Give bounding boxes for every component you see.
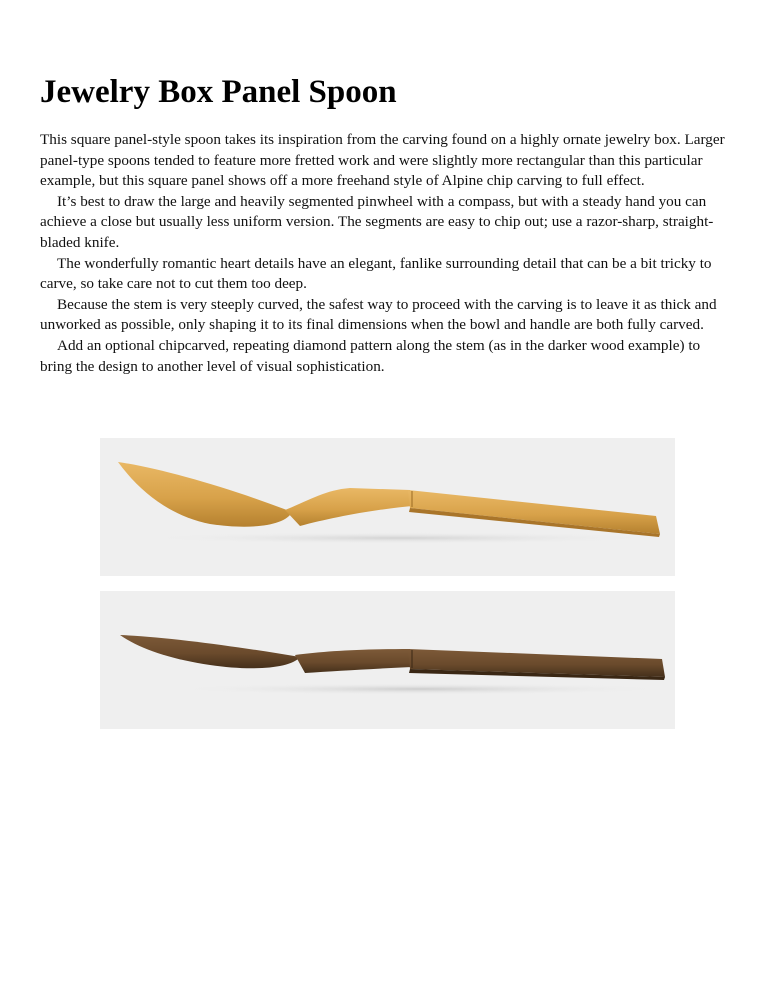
shadow	[140, 532, 660, 544]
page-title: Jewelry Box Panel Spoon	[40, 74, 397, 110]
article-body	[40, 130, 728, 377]
light-spoon-illustration	[100, 438, 675, 576]
spoon-bowl	[120, 635, 300, 668]
spoon-stem	[285, 488, 412, 526]
spoon-stem	[295, 649, 412, 673]
paragraph: This square panel-style spoon takes its inspiration from the carving found on a highly ornate jewelry box. Larger panel-type spoons tended to feature more fretted work and were slightly more rectangular than this particular example, but this square panel shows off a more freehand style of Alpine chip carving to full effect.	[40, 131, 725, 190]
paragraph: It’s best to draw the large and heavily segmented pinwheel with a compass, but with a steady hand you can achieve a close but usually less uniform version. The segments are easy to chip out; use a razor-sharp, straight-bladed knife.	[40, 192, 714, 251]
shadow	[170, 683, 670, 695]
spoon-photo-light	[100, 438, 675, 576]
paragraph: The wonderfully romantic heart details have an elegant, fanlike surrounding detail that can be a bit tricky to carve, so take care not to cut them too deep.	[40, 254, 712, 293]
dark-spoon-illustration	[100, 591, 675, 729]
spoon-photo-dark	[100, 591, 675, 729]
paragraph: Add an optional chipcarved, repeating diamond pattern along the stem (as in the darker wood example) to bring the design to another level of visual sophistication.	[40, 336, 701, 375]
paragraph: Because the stem is very steeply curved, the safest way to proceed with the carving is to leave it as thick and unworked as possible, only shaping it to its final dimensions when the bowl and handle are both fully carved.	[40, 295, 717, 334]
spoon-bowl	[118, 462, 292, 527]
